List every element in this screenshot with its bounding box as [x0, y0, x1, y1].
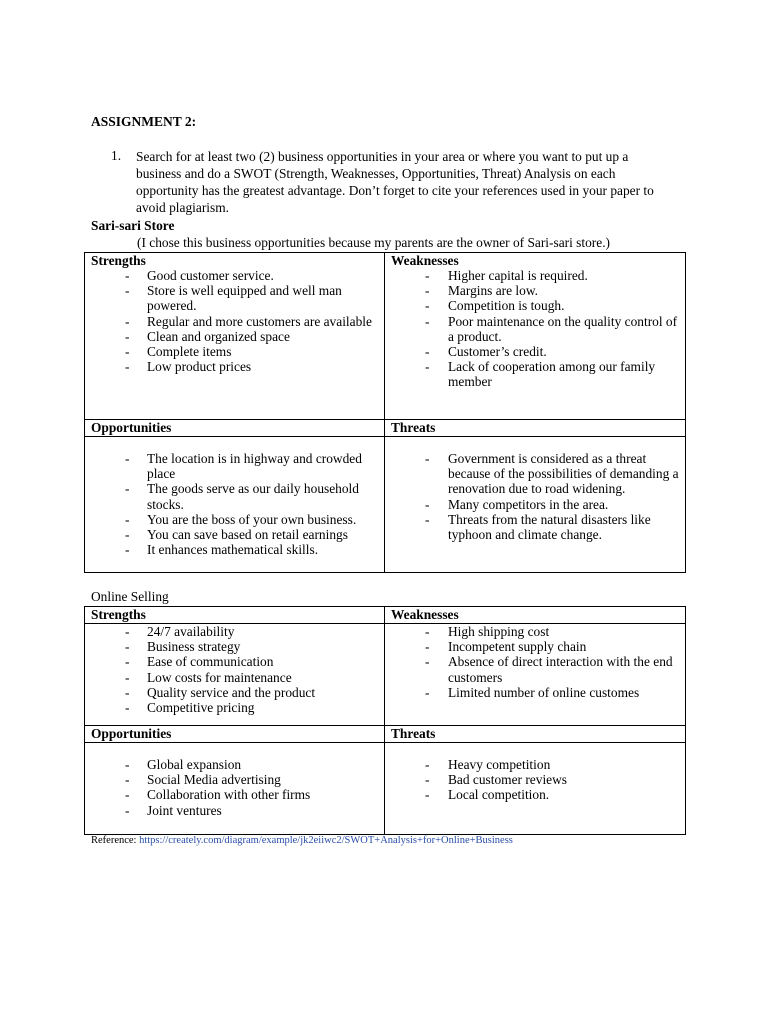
- dash-bullet: -: [425, 772, 430, 788]
- threats-label: Threats: [385, 726, 685, 743]
- dash-bullet: -: [425, 624, 430, 639]
- weaknesses-label: Weaknesses: [385, 607, 685, 624]
- list-item: [385, 685, 685, 700]
- dash-bullet: -: [425, 283, 430, 299]
- reference-line: [91, 835, 513, 846]
- list-item: [385, 359, 685, 389]
- section-title-online-selling: Online Selling: [91, 589, 169, 604]
- dash-bullet: -: [425, 787, 430, 803]
- list-item-text: Regular and more customers are available: [147, 313, 372, 329]
- list-item-text: Clean and organized space: [147, 328, 290, 344]
- list-item: [85, 685, 384, 700]
- strengths-list: [85, 624, 384, 715]
- dash-bullet: -: [125, 527, 130, 543]
- threats-list: [385, 757, 685, 803]
- dash-bullet: -: [125, 700, 130, 716]
- list-item-text: Heavy competition: [448, 757, 551, 772]
- list-item: [85, 314, 384, 329]
- list-item-text: Absence of direct interaction with the end customers: [448, 654, 673, 685]
- list-item: [385, 787, 685, 802]
- list-item: [385, 639, 685, 654]
- question-number: 1.: [111, 148, 122, 163]
- weaknesses-cell: [385, 253, 686, 420]
- reference-label: Reference:: [91, 835, 137, 846]
- list-item: [85, 757, 384, 772]
- list-item: [385, 451, 685, 497]
- dash-bullet: -: [125, 787, 130, 803]
- list-item: [385, 268, 685, 283]
- list-item-text: Local competition.: [448, 787, 550, 803]
- dash-bullet: -: [125, 328, 130, 344]
- threats-cell: [385, 726, 686, 835]
- list-item: [385, 512, 685, 542]
- dash-bullet: -: [425, 268, 430, 283]
- list-item: [385, 283, 685, 298]
- dash-bullet: -: [425, 496, 430, 512]
- dash-bullet: -: [125, 511, 130, 527]
- threats-cell: [385, 420, 686, 573]
- strengths-label: Strengths: [85, 607, 384, 624]
- list-item-text: The location is in highway and crowded place: [147, 451, 362, 482]
- strengths-cell: [85, 253, 385, 420]
- question-text: Search for at least two (2) business opportunities in your area or where you want to put up a business and do a SWOT (Strength, Weaknesses, Opportunities, Threat) Analysis on each opportunity has the greatest advantage. Don’t forget to cite your references used in your paper to avoid plagiarism.: [136, 149, 654, 215]
- dash-bullet: -: [425, 639, 430, 655]
- opportunities-list: [85, 757, 384, 818]
- list-item-text: Limited number of online customes: [448, 684, 640, 700]
- list-item-text: Competition is tough.: [448, 298, 565, 314]
- swot-table-online-selling: [84, 606, 686, 835]
- list-item: [85, 268, 384, 283]
- list-item-text: Complete items: [147, 344, 232, 360]
- list-item-text: Store is well equipped and well man powered.: [147, 283, 342, 314]
- dash-bullet: -: [125, 684, 130, 700]
- dash-bullet: -: [425, 654, 430, 670]
- dash-bullet: -: [425, 359, 430, 375]
- assignment-heading: ASSIGNMENT 2:: [91, 114, 197, 129]
- list-item-text: Margins are low.: [448, 283, 538, 299]
- swot-table-sari-sari: [84, 252, 686, 573]
- list-item-text: High shipping cost: [448, 624, 550, 639]
- weaknesses-cell: [385, 607, 686, 726]
- list-item-text: You can save based on retail earnings: [147, 527, 348, 543]
- list-item-text: The goods serve as our daily household stocks.: [147, 481, 359, 512]
- list-item: [385, 772, 685, 787]
- list-item-text: Many competitors in the area.: [448, 496, 609, 512]
- list-item-text: Lack of cooperation among our family member: [448, 359, 656, 390]
- list-item: [85, 359, 384, 374]
- list-item: [85, 624, 384, 639]
- list-item: [85, 700, 384, 715]
- dash-bullet: -: [125, 772, 130, 788]
- dash-bullet: -: [425, 684, 430, 700]
- dash-bullet: -: [425, 451, 430, 466]
- weaknesses-list: [385, 268, 685, 390]
- opportunities-cell: [85, 726, 385, 835]
- list-item: [385, 314, 685, 344]
- dash-bullet: -: [425, 313, 430, 329]
- dash-bullet: -: [125, 359, 130, 375]
- list-item-text: Business strategy: [147, 639, 241, 655]
- dash-bullet: -: [125, 313, 130, 329]
- weaknesses-label: Weaknesses: [391, 253, 459, 268]
- dash-bullet: -: [125, 639, 130, 655]
- list-item-text: Joint ventures: [147, 802, 222, 818]
- dash-bullet: -: [125, 283, 130, 299]
- list-item-text: Social Media advertising: [147, 772, 281, 788]
- list-item: [85, 803, 384, 818]
- dash-bullet: -: [125, 542, 130, 558]
- reference-link[interactable]: https://creately.com/diagram/example/jk2eiiwc2/SWOT+Analysis+for+Online+Business: [139, 835, 513, 846]
- list-item: [85, 329, 384, 344]
- list-item: [85, 654, 384, 669]
- dash-bullet: -: [125, 268, 130, 283]
- threats-list: [385, 451, 685, 542]
- opportunities-label: Opportunities: [85, 726, 384, 743]
- opportunities-cell: [85, 420, 385, 573]
- list-item-text: Good customer service.: [147, 268, 274, 283]
- swot-row-top: [85, 607, 686, 726]
- weaknesses-list: [385, 624, 685, 700]
- list-item-text: Higher capital is required.: [448, 268, 588, 283]
- dash-bullet: -: [425, 757, 430, 772]
- list-item-text: You are the boss of your own business.: [147, 511, 357, 527]
- list-item: [385, 624, 685, 639]
- list-item: [85, 451, 384, 481]
- opportunities-label: Opportunities: [85, 420, 384, 437]
- list-item-text: Ease of communication: [147, 654, 274, 670]
- list-item-text: Competitive pricing: [147, 700, 255, 716]
- list-item: [85, 512, 384, 527]
- list-item: [385, 344, 685, 359]
- list-item-text: Customer’s credit.: [448, 344, 547, 360]
- strengths-label: Strengths: [91, 253, 146, 268]
- list-item-text: It enhances mathematical skills.: [147, 542, 319, 558]
- section-note-sari-sari: (I chose this business opportunities because my parents are the owner of Sari-sari store.): [137, 235, 611, 250]
- list-item-text: Bad customer reviews: [448, 772, 567, 788]
- dash-bullet: -: [125, 757, 130, 772]
- dash-bullet: -: [125, 481, 130, 497]
- dash-bullet: -: [125, 654, 130, 670]
- section-title-sari-sari: Sari-sari Store: [91, 218, 175, 233]
- list-item: [85, 542, 384, 557]
- list-item-text: Poor maintenance on the quality control of a product.: [448, 313, 678, 344]
- list-item: [85, 481, 384, 511]
- list-item: [85, 639, 384, 654]
- dash-bullet: -: [125, 669, 130, 685]
- list-item-text: Global expansion: [147, 757, 242, 772]
- dash-bullet: -: [125, 451, 130, 466]
- dash-bullet: -: [425, 298, 430, 314]
- list-item: [385, 757, 685, 772]
- dash-bullet: -: [125, 624, 130, 639]
- list-item-text: Incompetent supply chain: [448, 639, 587, 655]
- swot-row-top: [85, 253, 686, 420]
- dash-bullet: -: [125, 344, 130, 360]
- dash-bullet: -: [425, 511, 430, 527]
- list-item: [385, 654, 685, 684]
- list-item-text: Low product prices: [147, 359, 252, 375]
- dash-bullet: -: [125, 802, 130, 818]
- list-item: [385, 497, 685, 512]
- list-item: [85, 527, 384, 542]
- list-item-text: Quality service and the product: [147, 684, 316, 700]
- opportunities-list: [85, 451, 384, 557]
- list-item: [85, 670, 384, 685]
- list-item: [385, 298, 685, 313]
- strengths-cell: [85, 607, 385, 726]
- dash-bullet: -: [425, 344, 430, 360]
- list-item-text: Collaboration with other firms: [147, 787, 311, 803]
- threats-label: Threats: [385, 420, 685, 437]
- strengths-list: [85, 268, 384, 374]
- list-item-text: Threats from the natural disasters like typhoon and climate change.: [448, 511, 651, 543]
- list-item: [85, 787, 384, 802]
- swot-row-bottom: [85, 420, 686, 573]
- list-item-text: Government is considered as a threat because of the possibilities of demanding a renovation due to road widening.: [448, 451, 679, 497]
- list-item-text: 24/7 availability: [147, 624, 235, 639]
- list-item: [85, 283, 384, 313]
- list-item-text: Low costs for maintenance: [147, 669, 292, 685]
- list-item: [85, 772, 384, 787]
- swot-row-bottom: [85, 726, 686, 835]
- list-item: [85, 344, 384, 359]
